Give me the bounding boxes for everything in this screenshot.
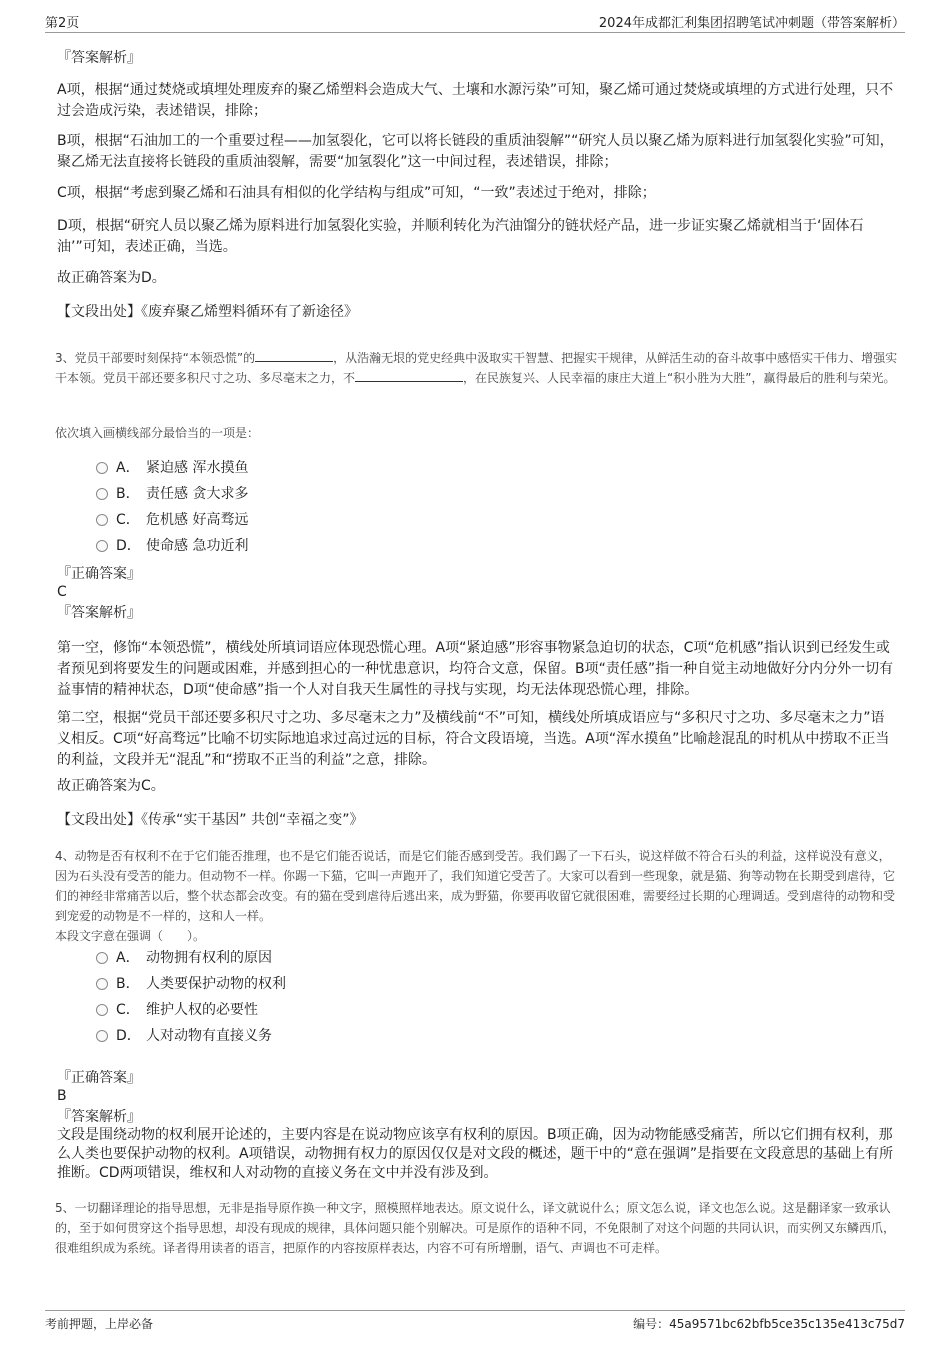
q3-option-c[interactable]: C． 危机感 好高骛远 xyxy=(96,510,248,530)
q4-stem: 4、动物是否有权利不在于它们能否推理，也不是它们能否说话，而是它们能否感到受苦。我们踢了一下石头，说这样做不符合石头的利益，这样说没有意义，因为石头没有受苦的能力。但动物不一样。你踢一下猫，它叫一声跑开了，我们知道它受苦了。大家可以看到一些现象，就是猫、狗等动物在长期受到虐待，它们的神经非常痛苦以后，整个状态都会改变。有的猫在受到虐待后逃出来，成为野猫，你要再收留它就很困难，需要经过长期的心理调适。受到虐待的动物和受到宠爱的动物是不一样的，这和人一样。 xyxy=(55,849,896,923)
radio-icon[interactable] xyxy=(96,540,108,552)
q3-source: 【文段出处】《传承“实干基因” 共创“幸福之变”》 xyxy=(57,812,364,828)
q3-option-a[interactable]: A． 紧迫感 浑水摸鱼 xyxy=(96,458,248,478)
q4-analysis-label: 『答案解析』 xyxy=(57,1109,141,1125)
q4-option-a[interactable]: A． 动物拥有权利的原因 xyxy=(96,948,272,968)
q4-prompt: 本段文字意在强调（ ）。 xyxy=(55,929,206,943)
blank-2 xyxy=(355,369,463,382)
q3-option-d[interactable]: D． 使命感 急功近利 xyxy=(96,536,248,556)
q3-answer-label: 『正确答案』 xyxy=(57,566,141,582)
q2-analysis-c: C项，根据“考虑到聚乙烯和石油具有相似的化学结构与组成”可知，“一致”表述过于绝对，排除； xyxy=(57,185,656,201)
q3-analysis-label: 『答案解析』 xyxy=(57,605,141,621)
q3-analysis-p2: 第二空，根据“党员干部还要多积尺寸之功、多尽毫末之力”及横线前“不”可知，横线处所填成语应与“多积尺寸之功、多尽毫末之力”语义相反。C项“好高骛远”比喻不切实际地追求过高过远的目标，符合文段语境，当选。A项“浑水摸鱼”比喻趁混乱的时机从中捞取不正当的利益，文段并无“混乱”和“捞取不正当的利益”之意，排除。 xyxy=(57,710,890,768)
q3-answer: C xyxy=(57,584,67,600)
footer-serial: 编号：45a9571bc62bfb5ce35c135e413c75d7 xyxy=(633,1317,905,1331)
radio-icon[interactable] xyxy=(96,1030,108,1042)
footer-slogan: 考前押题，上岸必备 xyxy=(45,1317,154,1331)
radio-icon[interactable] xyxy=(96,952,108,964)
q3-stem: 3、党员干部要时刻保持“本领恐慌”的 ，从浩瀚无垠的党史经典中汲取实干智慧、把握实干规律，从鲜活生动的奋斗故事中感悟实干伟力、增强实干本领。党员干部还要多积尺寸之功、多尽毫末之力，不 ，在民族复兴、人民幸福的康庄大道上“积小胜为大胜”，赢得最后的胜利与荣光。 xyxy=(55,351,898,385)
q3-conclusion: 故正确答案为C。 xyxy=(57,778,165,794)
q3-option-b[interactable]: B． 责任感 贪大求多 xyxy=(96,484,248,504)
q4-answer: B xyxy=(57,1088,67,1104)
radio-icon[interactable] xyxy=(96,462,108,474)
radio-icon[interactable] xyxy=(96,488,108,500)
q2-analysis-b: B项，根据“石油加工的一个重要过程——加氢裂化，它可以将长链段的重质油裂解”“研究人员以聚乙烯为原料进行加氢裂化实验”可知，聚乙烯无法直接将长链段的重质油裂解，需要“加氢裂化”这一中间过程，表述错误，排除； xyxy=(57,133,894,170)
q4-analysis: 文段是围绕动物的权利展开论述的，主要内容是在说动物应该享有权利的原因。B项正确，因为动物能感受痛苦，所以它们拥有权利，那么人类也要保护动物的权利。A项错误，动物拥有权力的原因仅仅是对文段的概述，题干中的“意在强调”是指要在文段意思的基础上有所推断。CD两项错误，维权和人对动物的直接义务在文中并没有涉及到。 xyxy=(57,1127,894,1181)
q3-prompt: 依次填入画横线部分最恰当的一项是： xyxy=(55,426,260,440)
q2-source: 【文段出处】《废弃聚乙烯塑料循环有了新途径》 xyxy=(57,304,358,320)
q2-conclusion: 故正确答案为D。 xyxy=(57,270,166,286)
document-title: 2024年成都汇利集团招聘笔试冲刺题（带答案解析） xyxy=(598,16,905,31)
q2-analysis-d: D项，根据“研究人员以聚乙烯为原料进行加氢裂化实验，并顺利转化为汽油馏分的链状烃产品，进一步证实聚乙烯就相当于‘固体石油’”可知，表述正确，当选。 xyxy=(57,218,864,255)
q4-option-b[interactable]: B． 人类要保护动物的权利 xyxy=(96,974,286,994)
page-footer xyxy=(45,1310,905,1331)
page-number: 第2页 xyxy=(45,16,80,31)
q3-analysis-p1: 第一空，修饰“本领恐慌”，横线处所填词语应体现恐慌心理。A项“紧迫感”形容事物紧急迫切的状态，C项“危机感”指认识到已经发生或者预见到将要发生的问题或困难，并感到担心的一种忧患意识，均符合文意，保留。B项“责任感”指一种自觉主动地做好分内分外一切有益事情的精神状态，D项“使命感”指一个人对自我天生属性的寻找与实现，均无法体现恐慌心理，排除。 xyxy=(57,640,894,698)
q4-option-d[interactable]: D． 人对动物有直接义务 xyxy=(96,1026,272,1046)
blank-1 xyxy=(255,349,333,362)
q5-stem: 5、一切翻译理论的指导思想，无非是指导原作换一种文字，照模照样地表达。原文说什么，译文就说什么；原文怎么说，译文也怎么说。这是翻译家一致承认的，至于如何贯穿这个指导思想，却没有现成的规律，具体问题只能个别解决。可是原作的语种不同，不免限制了对这个问题的共同认识，而实例又东鳞西爪，很难组织成为系统。译者得用读者的语言，把原作的内容按原样表达，内容不可有所增删，语气、声调也不可走样。 xyxy=(55,1201,896,1255)
q2-analysis-a: A项，根据“通过焚烧或填埋处理废弃的聚乙烯塑料会造成大气、土壤和水源污染”可知，聚乙烯可通过焚烧或填埋的方式进行处理，只不过会造成污染，表述错误，排除； xyxy=(57,82,894,119)
page-header xyxy=(45,10,905,33)
q2-analysis-label: 『答案解析』 xyxy=(57,50,141,66)
radio-icon[interactable] xyxy=(96,514,108,526)
q4-option-c[interactable]: C． 维护人权的必要性 xyxy=(96,1000,258,1020)
radio-icon[interactable] xyxy=(96,978,108,990)
q4-answer-label: 『正确答案』 xyxy=(57,1070,141,1086)
radio-icon[interactable] xyxy=(96,1004,108,1016)
